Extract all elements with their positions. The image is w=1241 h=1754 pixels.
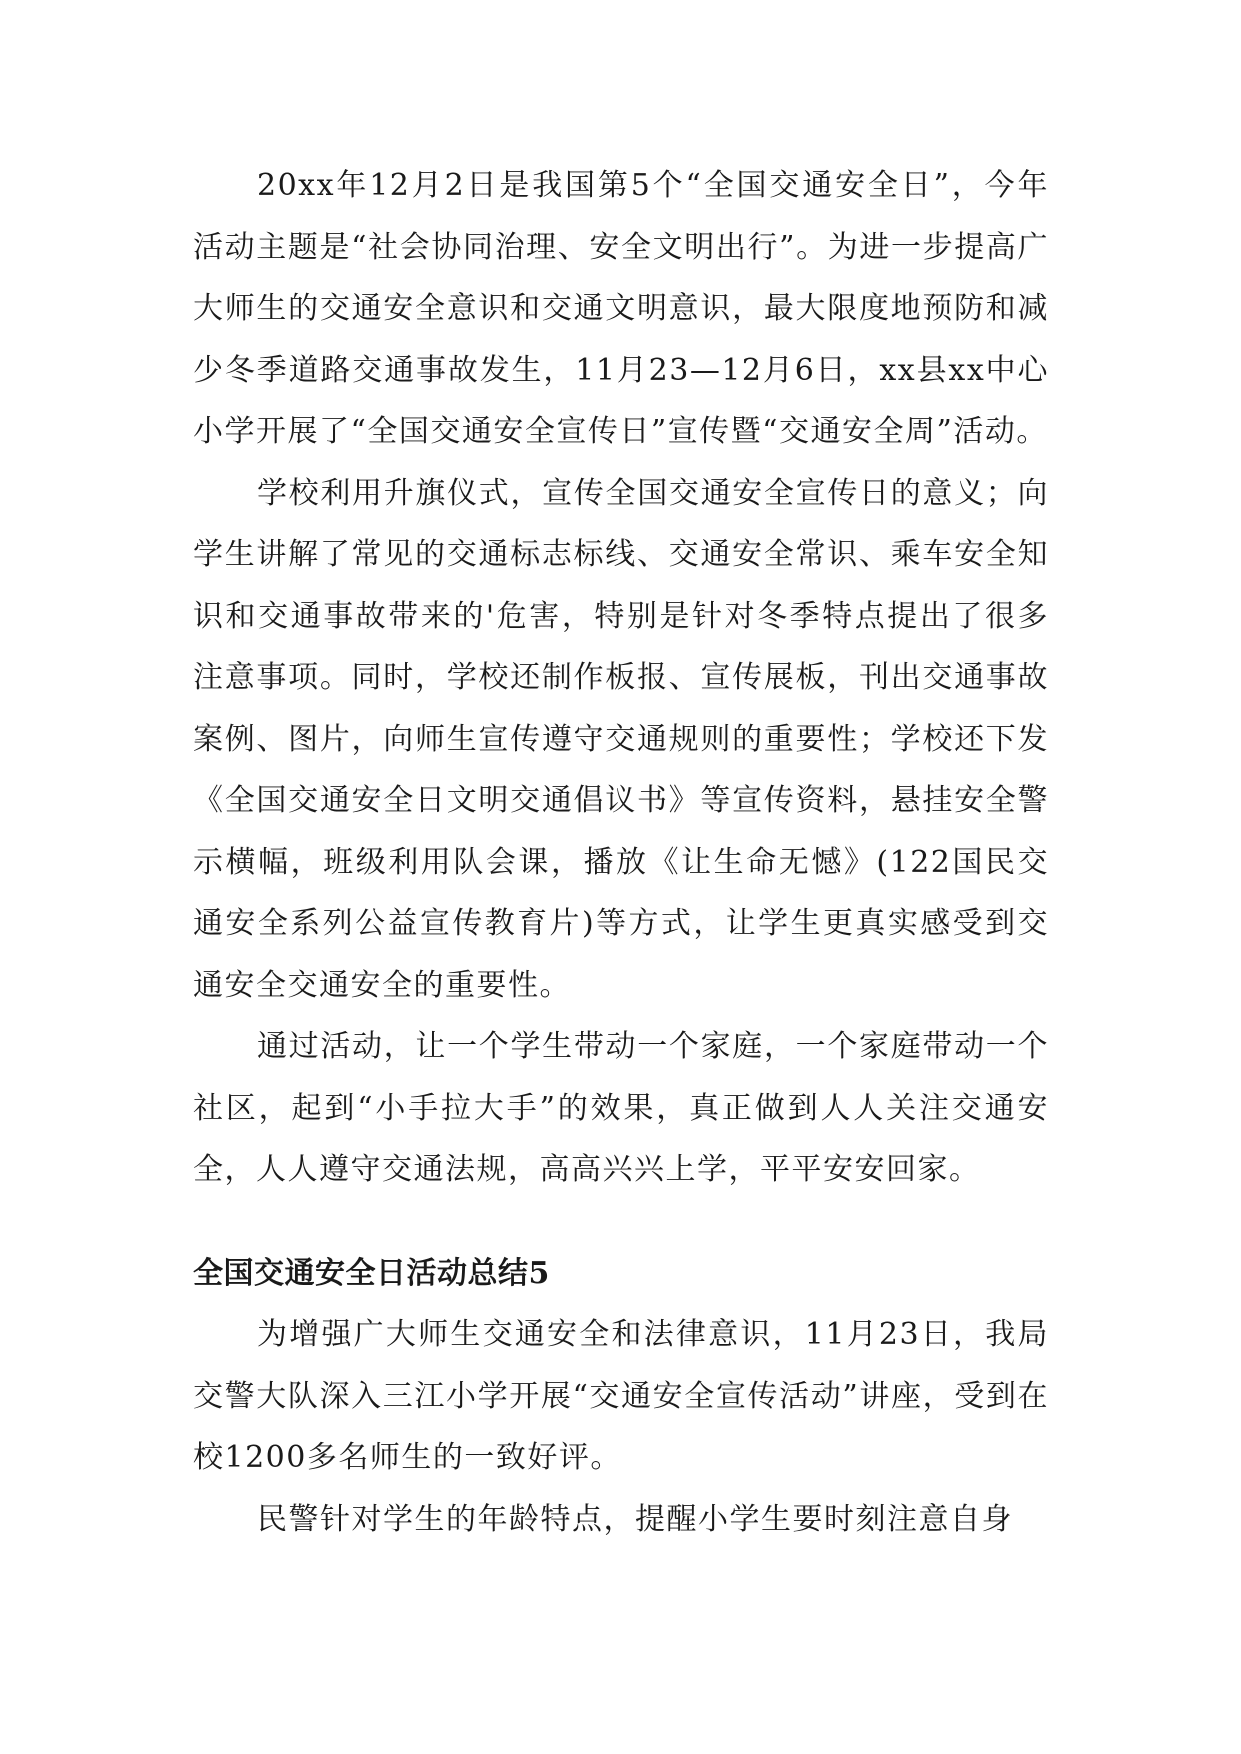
paragraph-national-traffic-safety-day: 20xx年12月2日是我国第5个“全国交通安全日”，今年活动主题是“社会协同治理、安全文明出行”。为进一步提高广大师生的交通安全意识和交通文明意识，最大限度地预防和减少冬季道路交通事故发生，11月23—12月6日，xx县xx中心小学开展了“全国交通安全宣传日”宣传暨“交通安全周”活动。 bbox=[193, 168, 1049, 449]
document-body bbox=[193, 155, 1049, 1550]
paragraph-school-activities: 学校利用升旗仪式，宣传全国交通安全宣传日的意义；向学生讲解了常见的交通标志标线、交通安全常识、乘车安全知识和交通事故带来的'危害，特别是针对冬季特点提出了很多注意事项。同时，学校还制作板报、宣传展板，刊出交通事故案例、图片，向师生宣传遵守交通规则的重要性；学校还下发《全国交通安全日文明交通倡议书》等宣传资料，悬挂安全警示横幅，班级利用队会课，播放《让生命无憾》(122国民交通安全系列公益宣传教育片)等方式，让学生更真实感受到交通安全交通安全的重要性。 bbox=[193, 475, 1049, 1003]
paragraph-police-lecture: 为增强广大师生交通安全和法律意识，11月23日，我局交警大队深入三江小学开展“交通安全宣传活动”讲座，受到在校1200多名师生的一致好评。 bbox=[193, 1317, 1049, 1475]
paragraph-activity-outcome: 通过活动，让一个学生带动一个家庭，一个家庭带动一个社区，起到“小手拉大手”的效果，真正做到人人关注交通安全，人人遵守交通法规，高高兴兴上学，平平安安回家。 bbox=[193, 1029, 1049, 1187]
section-heading: 全国交通安全日活动总结5 bbox=[193, 1255, 550, 1291]
paragraph-police-reminder: 民警针对学生的年龄特点，提醒小学生要时刻注意自身 bbox=[257, 1501, 1013, 1537]
